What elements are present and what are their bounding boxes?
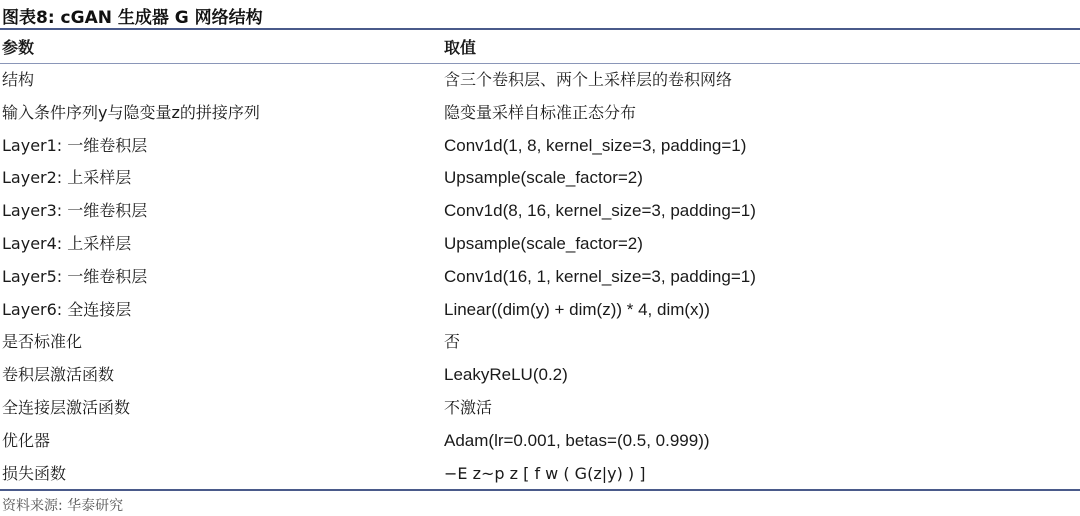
header-param: 参数 [2,38,35,57]
row-value: Adam(lr=0.001, betas=(0.5, 0.999)) [444,430,710,450]
table-row [0,359,1080,392]
table-row [0,294,1080,327]
row-param: 结构 [2,70,35,89]
table-row [0,64,1080,97]
row-value: Upsample(scale_factor=2) [444,168,643,188]
table-row [0,458,1080,491]
row-value: 含三个卷积层、两个上采样层的卷积网络 [444,70,733,89]
row-value: 不激活 [444,397,493,417]
table-bottom-rule [0,489,1080,491]
source-note: 资料来源: 华泰研究 [2,498,124,514]
row-value: 隐变量采样自标准正态分布 [444,102,637,122]
table-row [0,130,1080,163]
table-row [0,162,1080,195]
row-value: LeakyReLU(0.2) [444,365,568,385]
table-header [0,30,1080,64]
row-value: 否 [444,332,461,352]
table-row [0,97,1080,130]
row-param: Layer4: 上采样层 [2,233,132,253]
table-row [0,392,1080,425]
table-row [0,195,1080,228]
row-param: 卷积层激活函数 [2,365,115,385]
table-row [0,326,1080,359]
row-value: Conv1d(8, 16, kernel_size=3, padding=1) [444,201,756,221]
row-param: 优化器 [2,430,51,450]
figure-title-bar [0,0,1080,30]
table-row [0,228,1080,261]
row-param: 损失函数 [2,463,67,483]
row-param: Layer5: 一维卷积层 [2,266,148,286]
row-param: Layer6: 全连接层 [2,299,132,319]
row-param: Layer1: 一维卷积层 [2,135,148,155]
header-value: 取值 [444,38,477,57]
table-row [0,261,1080,294]
row-param: Layer3: 一维卷积层 [2,201,148,221]
row-value: Upsample(scale_factor=2) [444,233,643,253]
row-param: 全连接层激活函数 [2,397,131,417]
row-value: Linear((dim(y) + dim(z)) * 4, dim(x)) [444,299,710,319]
row-param: 输入条件序列y与隐变量z的拼接序列 [2,102,260,122]
table-row [0,425,1080,458]
row-value: Conv1d(16, 1, kernel_size=3, padding=1) [444,266,756,286]
table-body [0,64,1080,490]
row-value-loss-formula: −E z~p z [ f w ( G(z|y) ) ] [444,463,646,483]
figure-title: 图表8: cGAN 生成器 G 网络结构 [2,8,263,28]
row-param: 是否标准化 [2,332,83,352]
row-value: Conv1d(1, 8, kernel_size=3, padding=1) [444,135,747,155]
row-param: Layer2: 上采样层 [2,168,132,188]
